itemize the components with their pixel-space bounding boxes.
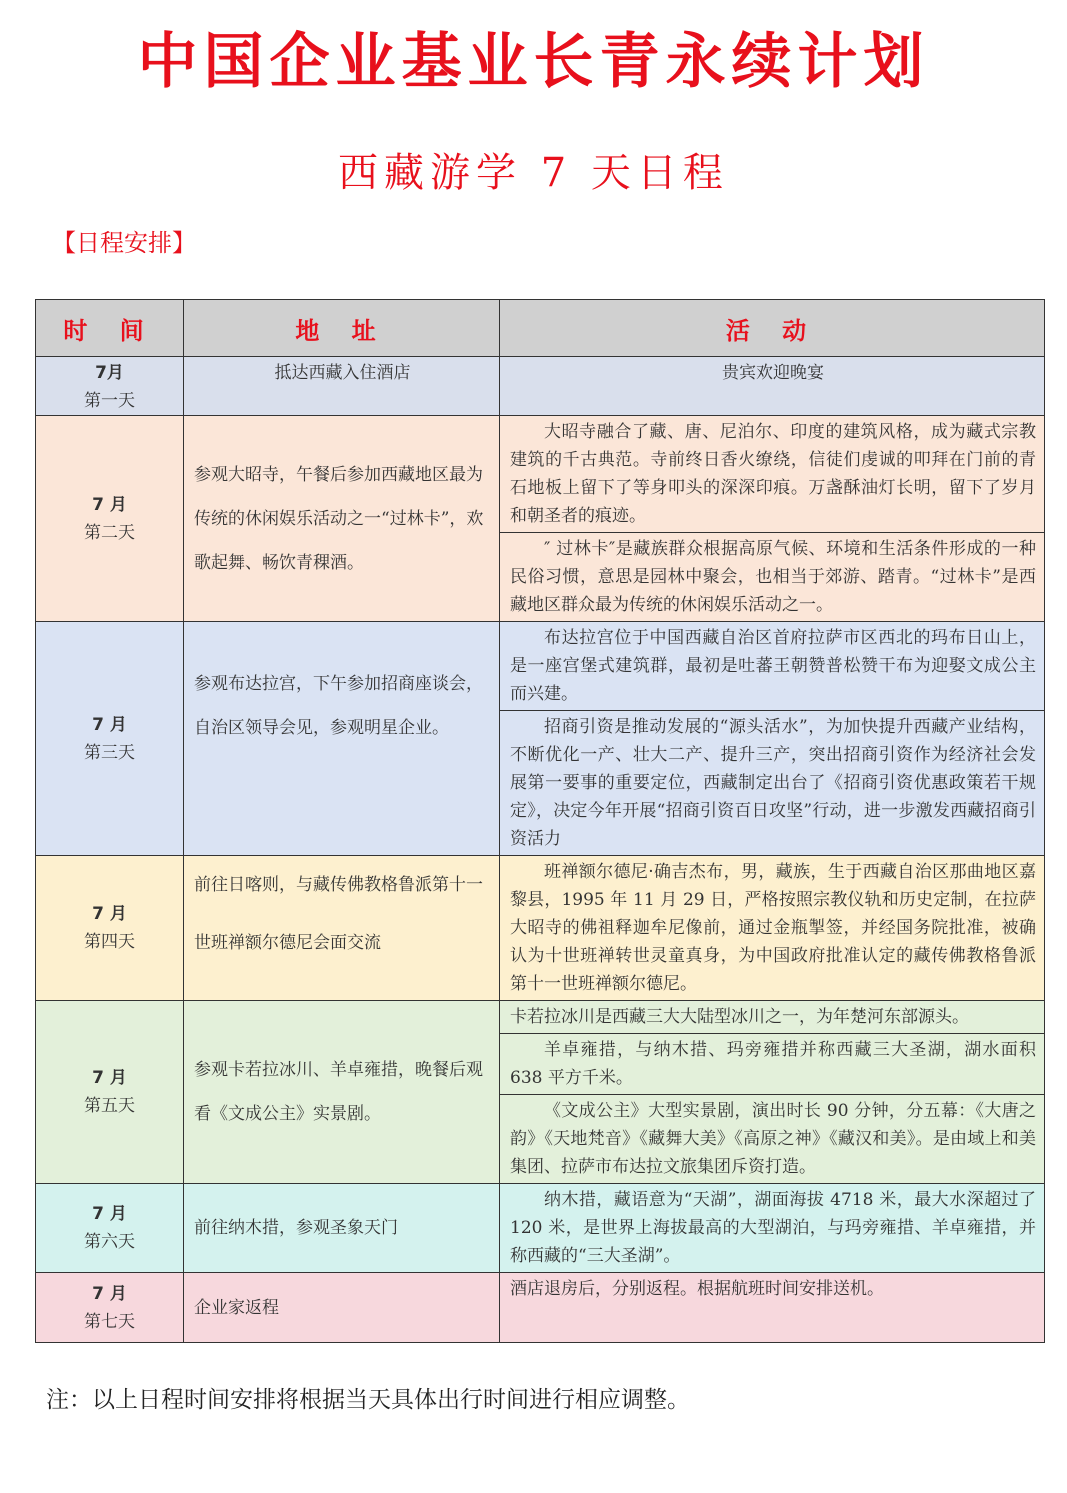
address-cell: 参观卡若拉冰川、羊卓雍措，晚餐后观看《文成公主》实景剧。 — [184, 1001, 500, 1184]
day-label: 第一天 — [84, 391, 135, 411]
table-row-day-2 — [36, 416, 1045, 622]
activity-text: 招商引资是推动发展的“源头活水”，为加快提升西藏产业结构，不断优化一产、壮大二产、提升三产，突出招商引资作为经济社会发展第一要事的重要定位，西藏制定出台了《招商引资优惠政策若干规定》，决定今年开展“招商引资百日攻坚”行动，进一步激发西藏招商引资活力 — [500, 710, 1044, 855]
footer-note: 注：以上日程时间安排将根据当天具体出行时间进行相应调整。 — [46, 1387, 690, 1413]
time-cell — [36, 856, 184, 1001]
month-label: 7 月 — [92, 904, 127, 924]
activity-text: 卡若拉冰川是西藏三大大陆型冰川之一，为年楚河东部源头。 — [510, 1007, 969, 1027]
activity-text: ″ 过林卡″是藏族群众根据高原气候、环境和生活条件形成的一种民俗习惯，意思是园林中聚会，也相当于郊游、踏青。“过林卡”是西藏地区群众最为传统的休闲娱乐活动之一。 — [500, 532, 1044, 621]
day-label: 第五天 — [84, 1096, 135, 1116]
time-cell — [36, 1001, 184, 1184]
activity-cell — [500, 856, 1045, 1001]
day-label: 第二天 — [84, 522, 135, 543]
day-label: 第六天 — [84, 1232, 135, 1252]
table-header-row — [36, 300, 1045, 357]
time-cell — [36, 357, 184, 416]
table-row-day-3 — [36, 622, 1045, 856]
address-cell: 前往日喀则，与藏传佛教格鲁派第十一世班禅额尔德尼会面交流 — [184, 856, 500, 1001]
address-cell: 前往纳木措，参观圣象天门 — [184, 1184, 500, 1273]
header-time: 时 间 — [36, 300, 184, 357]
activity-cell — [500, 1184, 1045, 1273]
activity-text: 布达拉宫位于中国西藏自治区首府拉萨市区西北的玛布日山上，是一座宫堡式建筑群，最初是吐蕃王朝赞普松赞干布为迎娶文成公主而兴建。 — [510, 628, 1036, 704]
header-activity: 活 动 — [500, 300, 1045, 357]
document-subtitle: 西藏游学 7 天日程 — [338, 150, 729, 196]
table-row-day-5 — [36, 1001, 1045, 1184]
time-cell — [36, 622, 184, 856]
activity-text: 大昭寺融合了藏、唐、尼泊尔、印度的建筑风格，成为藏式宗教建筑的千古典范。寺前终日香火缭绕，信徒们虔诚的叩拜在门前的青石地板上留下了等身叩头的深深印痕。万盏酥油灯长明，留下了岁月和朝圣者的痕迹。 — [510, 422, 1036, 526]
day-label: 第七天 — [84, 1311, 135, 1332]
month-label: 7 月 — [92, 1283, 127, 1304]
time-cell — [36, 1273, 184, 1343]
time-cell — [36, 1184, 184, 1273]
activity-cell — [500, 1273, 1045, 1343]
table-row-day-1 — [36, 357, 1045, 416]
address-cell: 抵达西藏入住酒店 — [184, 357, 500, 416]
table-row-day-4 — [36, 856, 1045, 1001]
month-label: 7 月 — [92, 1068, 127, 1088]
activity-text: 纳木措，藏语意为“天湖”，湖面海拔 4718 米，最大水深超过了 120 米，是世界上海拔最高的大型湖泊，与玛旁雍措、羊卓雍措，并称西藏的“三大圣湖”。 — [510, 1190, 1036, 1266]
document-title: 中国企业基业长青永续计划 — [137, 27, 930, 97]
time-cell — [36, 416, 184, 622]
header-address: 地 址 — [184, 300, 500, 357]
address-cell: 参观布达拉宫，下午参加招商座谈会，自治区领导会见，参观明星企业。 — [184, 622, 500, 856]
address-cell: 企业家返程 — [184, 1273, 500, 1343]
day-label: 第四天 — [84, 932, 135, 952]
activity-cell — [500, 357, 1045, 416]
activity-cell — [500, 1001, 1045, 1184]
month-label: 7 月 — [92, 494, 127, 515]
activity-cell — [500, 622, 1045, 856]
activity-text: 《文成公主》大型实景剧，演出时长 90 分钟，分五幕：《大唐之韵》《天地梵音》《藏舞大美》《高原之神》《藏汉和美》。是由域上和美集团、拉萨市布达拉文旅集团斥资打造。 — [500, 1094, 1044, 1183]
month-label: 7 月 — [92, 714, 127, 735]
activity-text: 酒店退房后，分别返程。根据航班时间安排送机。 — [510, 1279, 884, 1299]
month-label: 7 月 — [92, 1204, 127, 1224]
activity-text: 贵宾欢迎晚宴 — [722, 363, 824, 383]
table-row-day-6 — [36, 1184, 1045, 1273]
table-row-day-7 — [36, 1273, 1045, 1343]
day-label: 第三天 — [84, 742, 135, 763]
section-label: 【日程安排】 — [52, 229, 196, 257]
activity-cell — [500, 416, 1045, 622]
activity-text: 班禅额尔德尼·确吉杰布，男，藏族，生于西藏自治区那曲地区嘉黎县，1995 年 11 月 29 日，严格按照宗教仪轨和历史定制，在拉萨大昭寺的佛祖释迦牟尼像前，通过金瓶掣签，并经国务院批准，被确认为十世班禅转世灵童真身，为中国政府批准认定的藏传佛教格鲁派第十一世班禅额尔德尼。 — [510, 862, 1036, 994]
address-cell: 参观大昭寺，午餐后参加西藏地区最为传统的休闲娱乐活动之一“过林卡”，欢歌起舞、畅饮青稞酒。 — [184, 416, 500, 622]
schedule-table — [35, 299, 1045, 1343]
activity-text: 羊卓雍措，与纳木措、玛旁雍措并称西藏三大圣湖，湖水面积 638 平方千米。 — [500, 1033, 1044, 1094]
month-label: 7月 — [95, 363, 124, 383]
